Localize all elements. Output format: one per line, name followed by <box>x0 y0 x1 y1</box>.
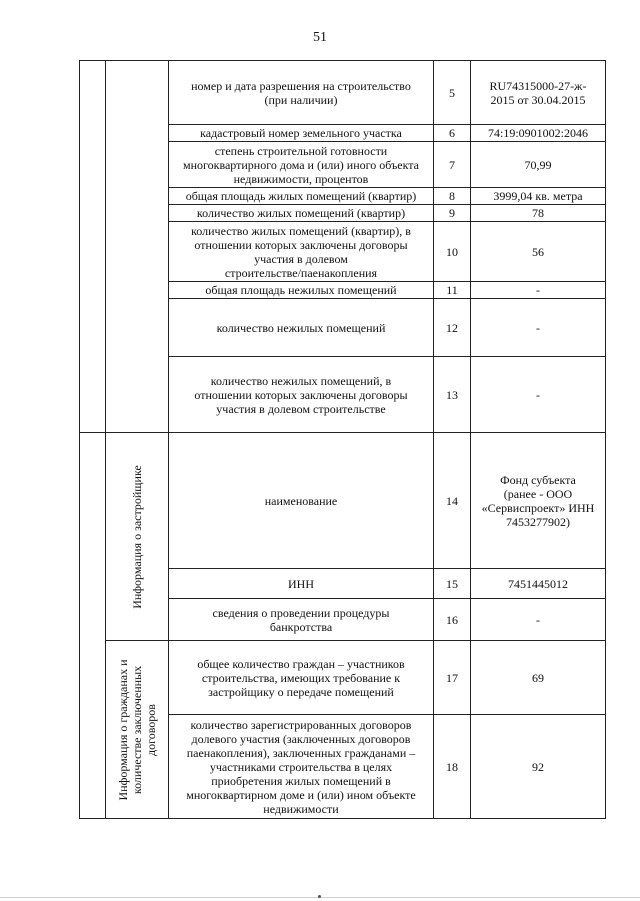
row-value: - <box>471 357 606 433</box>
row-value: 69 <box>471 641 606 715</box>
row-number: 16 <box>434 599 471 641</box>
row-number: 11 <box>434 282 471 299</box>
row-number: 18 <box>434 715 471 819</box>
row-value: 74:19:0901002:2046 <box>471 125 606 142</box>
row-value: 78 <box>471 205 606 222</box>
row-label: количество нежилых помещений <box>169 299 434 357</box>
row-number: 15 <box>434 569 471 599</box>
row-number: 17 <box>434 641 471 715</box>
row-value: - <box>471 299 606 357</box>
citizens-group-cell <box>106 641 169 819</box>
row-value: - <box>471 282 606 299</box>
row-label: ИНН <box>169 569 434 599</box>
row-number: 14 <box>434 433 471 569</box>
row-label: кадастровый номер земельного участка <box>169 125 434 142</box>
row-number: 12 <box>434 299 471 357</box>
table-row <box>80 433 606 569</box>
row-value: 3999,04 кв. метра <box>471 188 606 205</box>
row-number: 5 <box>434 61 471 125</box>
table-row <box>80 61 606 125</box>
developer-group-label: Информация о застройщике <box>130 464 144 609</box>
row-number: 6 <box>434 125 471 142</box>
row-label: общая площадь жилых помещений (квартир) <box>169 188 434 205</box>
row-number: 7 <box>434 142 471 188</box>
row-value: Фонд субъекта (ранее - ООО «Сервиспроект» ИНН 7453277902) <box>471 433 606 569</box>
row-label: степень строительной готовности многоквартирного дома и (или) иного объекта недвижимости, процентов <box>169 142 434 188</box>
table-row <box>80 641 606 715</box>
row-value: 92 <box>471 715 606 819</box>
row-number: 10 <box>434 222 471 282</box>
information-table <box>79 60 606 819</box>
row-number: 13 <box>434 357 471 433</box>
developer-group-cell <box>106 433 169 641</box>
citizens-group-label: Информация о гражданах и количестве заключенных договоров <box>116 658 158 801</box>
row-value: 70,99 <box>471 142 606 188</box>
row-label: наименование <box>169 433 434 569</box>
row-number: 8 <box>434 188 471 205</box>
row-value: 56 <box>471 222 606 282</box>
row-label: количество нежилых помещений, в отношении которых заключены договоры участия в долевом строительстве <box>169 357 434 433</box>
row-label: сведения о проведении процедуры банкротства <box>169 599 434 641</box>
scan-mark <box>318 895 321 898</box>
page-number: 51 <box>313 30 327 45</box>
row-value: - <box>471 599 606 641</box>
row-number: 9 <box>434 205 471 222</box>
row-label: количество жилых помещений (квартир) <box>169 205 434 222</box>
row-label: количество зарегистрированных договоров долевого участия (заключенных договоров паенакопления), заключенных гражданами – участниками строительства в целях приобретения жилых помещений в многоквартирном доме и (или) ином объекте недвижимости <box>169 715 434 819</box>
outer-group-cell <box>80 61 106 433</box>
row-label: общее количество граждан – участников строительства, имеющих требование к застройщику о передаче помещений <box>169 641 434 715</box>
row-label: количество жилых помещений (квартир), в отношении которых заключены договоры участия в долевом строительстве/паенакопления <box>169 222 434 282</box>
object-group-cell <box>106 61 169 433</box>
row-value: RU74315000-27-ж- 2015 от 30.04.2015 <box>471 61 606 125</box>
outer-group-cell-lower <box>80 433 106 819</box>
row-label: номер и дата разрешения на строительство (при наличии) <box>169 61 434 125</box>
row-value: 7451445012 <box>471 569 606 599</box>
row-label: общая площадь нежилых помещений <box>169 282 434 299</box>
